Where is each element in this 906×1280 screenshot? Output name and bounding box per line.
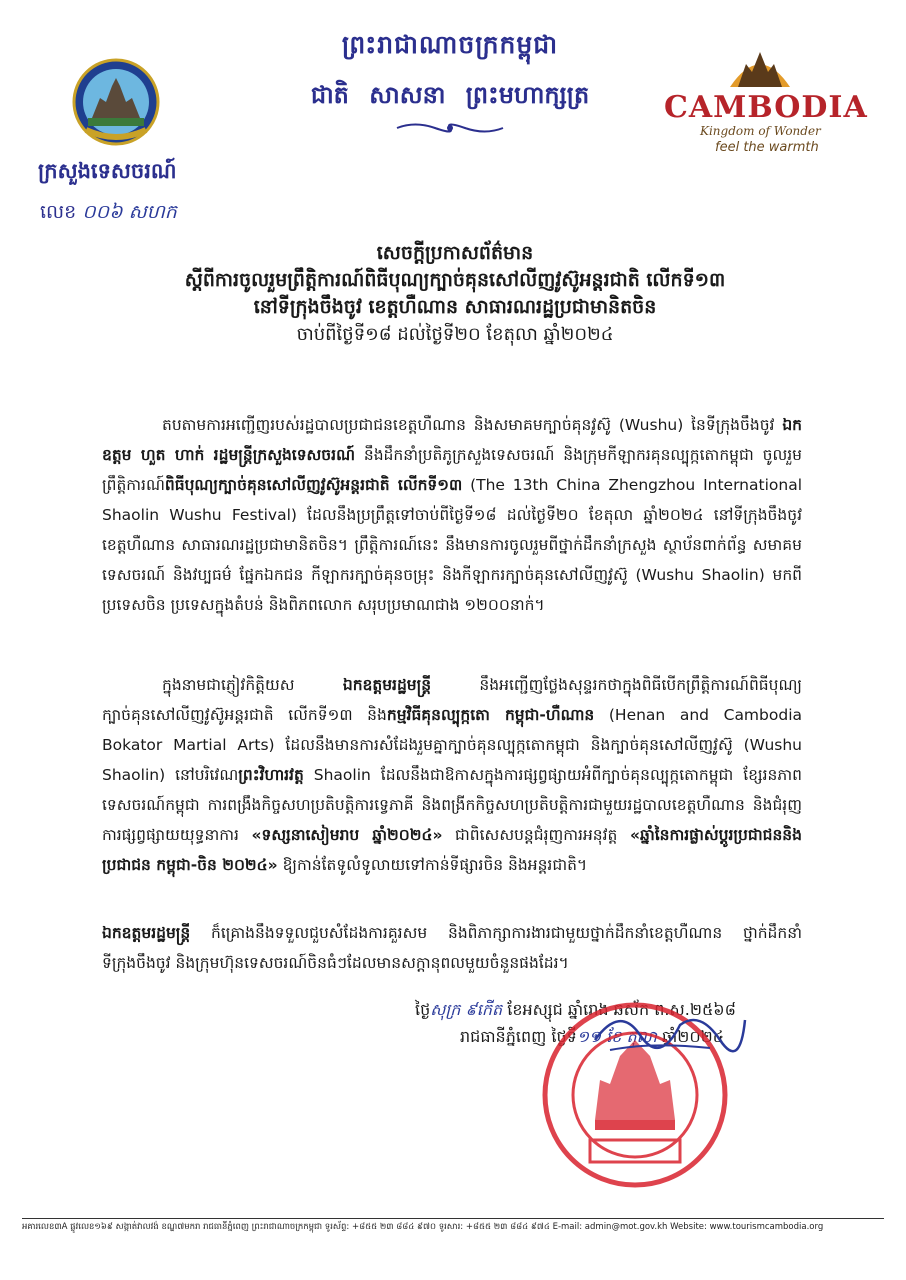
footer-email: E-mail: admin@mot.gov.kh bbox=[552, 1222, 668, 1232]
text-run: នឹងដឹកនាំប្រតិភូក្រសួងទេសចរណ៍ និងក្រុមកីឡាករគុនល្បុក្កតោកម្ពុជា ចូលរួមព្រឹត្តិការណ៍ bbox=[102, 446, 802, 494]
national-motto: ជាតិ សាសនា ព្រះមហាក្សត្រ bbox=[310, 81, 590, 109]
text-run: Shaolin ដែលនឹងជាឱកាសក្នុងការផ្សព្វផ្សាយអំពីក្បាច់គុនល្បុក្កតោកម្ពុជា ខ្សែរនភាពទេសចរណ៍កម្ពុជា ការពង្រឹងកិច្ចសហប្រតិបត្តិការទ្វេភាគី និងពង្រីកកិច្ចសហប្រតិបត្តិការជាមួយរដ្ឋបាលខេត្តហឺណាន និងជំរុញការផ្សព្វផ្សាយយុទ្ធនាការ bbox=[102, 766, 802, 844]
press-release-title bbox=[80, 240, 830, 348]
event-name: ពិធីបុណ្យក្បាច់គុនសៅលីញវូស៊ូអន្តរជាតិ លើកទី១៣ bbox=[164, 476, 463, 494]
text-run: តបតាមការអញ្ជើញរបស់រដ្ឋបាលប្រជាជនខេត្តហឺណាន និងសមាគមក្បាច់គុនវូស៊ូ (Wushu) នៃទីក្រុងចឹងចូវ bbox=[162, 416, 783, 434]
text-run: ជាពិសេសបន្តជំរុញការអនុវត្ត bbox=[442, 826, 630, 844]
text-run: (The 13th China Zhengzhou International Shaolin Wushu Festival) ដែលនឹងប្រព្រឹត្តទៅចាប់ពីថ្ងៃទី១៨ ដល់ថ្ងៃទី២០ ខែតុលា ឆ្នាំ២០២៤ នៅទីក្រុងចឹងចូវ ខេត្តហឺណាន សាធារណរដ្ឋប្រជាមានិតចិន។ ព្រឹត្តិការណ៍នេះ នឹងមានការចូលរួមពីថ្នាក់ដឹកនាំក្រសួង ស្ថាប័នពាក់ព័ន្ធ សមាគមទេសចរណ៍ និងវប្បធម៌ ផ្នែកឯកជន កីឡាករក្បាច់គុនចម្រុះ និងកីឡាករក្បាច់គុនសៅលីញវូស៊ូ (Wushu Shaolin) មកពីប្រទេសចិន ប្រទេសក្នុងតំបន់ និងពិភពលោក សរុបប្រមាណជាង ១២០០នាក់។ bbox=[102, 476, 802, 614]
place-suffix: ឆ្នាំ២០២៤ bbox=[656, 1027, 725, 1046]
date-prefix: ថ្ងៃ bbox=[415, 1000, 431, 1019]
ornament-divider-icon bbox=[395, 121, 505, 135]
kingdom-title: ព្រះរាជាណាចក្រកម្ពុជា bbox=[341, 30, 559, 59]
title-line-3: នៅទីក្រុងចឹងចូវ ខេត្តហឺណាន សាធារណរដ្ឋប្រជាមានិតចិន bbox=[253, 296, 657, 318]
title-line-1: សេចក្តីប្រកាសព័ត៌មាន bbox=[376, 242, 534, 264]
text-run: (Henan and Cambodia Bokator Martial Arts) ដែលនឹងមានការសំដែងរួមគ្នាក្បាច់គុនល្បុក្កតោកម្ពុជា និងក្បាច់គុនសៅលីញវូស៊ូ (Wushu Shaolin) នៅបរិវេណ bbox=[102, 706, 803, 784]
letterhead bbox=[250, 30, 650, 139]
brand-tagline: Kingdom of Wonder bbox=[700, 124, 821, 138]
title-line-4: ចាប់ពីថ្ងៃទី១៨ ដល់ថ្ងៃទី២០ ខែតុលា ឆ្នាំ២០២៤ bbox=[296, 324, 614, 345]
reference-label: លេខ bbox=[40, 201, 77, 223]
body-paragraph-2 bbox=[102, 670, 802, 880]
reference-value: ០០៦ សហក bbox=[82, 201, 177, 223]
signature-icon bbox=[590, 1000, 750, 1060]
text-run: ឱ្យកាន់តែទូលំទូលាយទៅកាន់ទីផ្សារចិន និងអន្តរជាតិ។ bbox=[277, 856, 588, 874]
place-date-handwritten: ១១ ខែ តុលា bbox=[576, 1027, 657, 1046]
ministry-name: ក្រសួងទេសចរណ៍ bbox=[38, 159, 177, 183]
footer-divider bbox=[22, 1218, 884, 1219]
date-handwritten: សុក្រ ៩កើត bbox=[430, 1000, 503, 1019]
minister-title: ឯកឧត្តមរដ្ឋមន្រ្តី bbox=[102, 924, 191, 942]
title-line-2: ស្តីពីការចូលរួមព្រឹត្តិការណ៍ពិធីបុណ្យក្បាច់គុនសៅលីញវូស៊ូអន្តរជាតិ លើកទី១៣ bbox=[184, 269, 726, 291]
minister-title: ឯកឧត្តមរដ្ឋមន្រ្តី bbox=[342, 676, 432, 694]
brand-subtagline: feel the warmth bbox=[715, 140, 819, 155]
body-paragraph-1 bbox=[102, 410, 802, 620]
brand-wordmark: CAMBODIA bbox=[664, 90, 868, 125]
text-run: នឹងអញ្ជើញថ្លែងសុន្ទរកថាក្នុងពិធីបើកព្រឹត្តិការណ៍ពិធីបុណ្យក្បាច់គុនសៅលីញវូស៊ូអន្តរជាតិ លើកទី១៣ និង bbox=[102, 676, 802, 724]
text-run: ក៏គ្រោងនឹងទទួលជួបសំដែងការគួរសម និងពិភាក្សាការងារជាមួយថ្នាក់ដឹកនាំខេត្តហឺណាន ថ្នាក់ដឹកនាំទីក្រុងចឹងចូវ និងក្រុមហ៊ុនទេសចរណ៍ចិនធំៗដែលមានសក្តានុពលមួយចំនួនផងដែរ។ bbox=[102, 924, 802, 972]
text-run: ក្នុងនាមជាភ្ញៀវកិត្តិយស bbox=[162, 676, 343, 694]
temple-name: ព្រះវិហារវត្ត bbox=[238, 766, 304, 784]
body-paragraph-3 bbox=[102, 918, 802, 978]
campaign-name: «ទស្សនាសៀមរាប ឆ្នាំ២០២៤» bbox=[251, 826, 443, 844]
minister-name: ឯកឧត្តម ហួត ហាក់ រដ្ឋមន្រ្តីក្រសួងទេសចរណ៍ bbox=[102, 416, 802, 464]
reference-number bbox=[40, 200, 177, 228]
footer-contact bbox=[22, 1222, 884, 1234]
date-text: ខែអស្សុជ ឆ្នាំរោង ឆស័ក ព.ស.២៥៦៨ bbox=[502, 1000, 736, 1019]
exchange-year-name: «ឆ្នាំនៃការផ្លាស់ប្តូរប្រជាជននិងប្រជាជន កម្ពុជា-ចិន ២០២៤» bbox=[102, 826, 802, 874]
place-prefix: រាជធានីភ្នំពេញ ថ្ងៃទី bbox=[460, 1027, 577, 1046]
program-name: កម្មវិធីគុនល្បុក្កតោ កម្ពុជា-ហឺណាន bbox=[386, 706, 595, 724]
footer-address: អគារលេខ៣A ផ្លូវលេខ១៦៩ សង្កាត់វាលវង់ ខណ្ឌ៧មករា រាជធានីភ្នំពេញ ព្រះរាជាណាចក្រកម្ពុជា ទូរស័ព្ទ: +៨៥៥ ២៣ ៨៨៤ ៩៧០ ទូរសារ: +៨៥៥ ២៣ ៨៨៤ ៩៧៤ bbox=[22, 1222, 550, 1232]
ministry-of-tourism-logo-icon bbox=[72, 58, 160, 146]
footer-website: Website: www.tourismcambodia.org bbox=[670, 1222, 824, 1232]
